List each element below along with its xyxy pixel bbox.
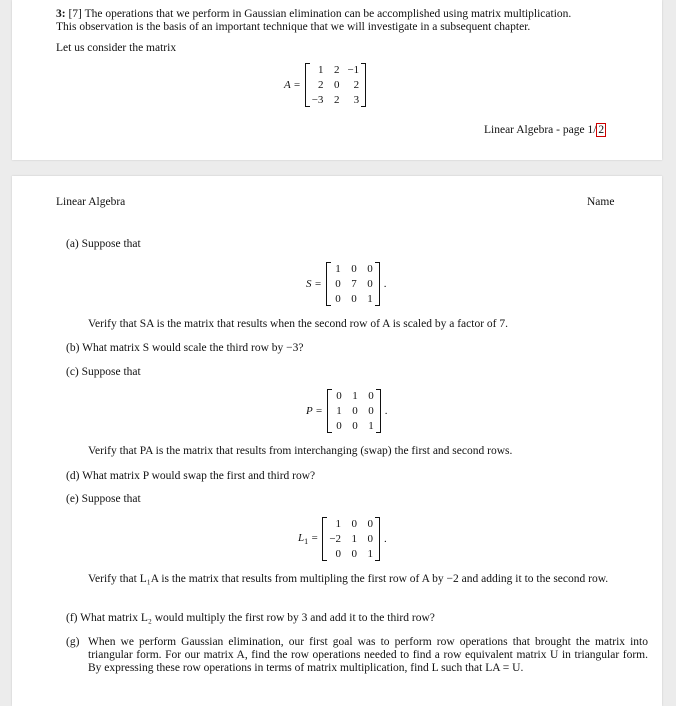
matrix-cell: 1 — [317, 64, 324, 76]
part-c-text: Suppose that — [81, 366, 141, 378]
part-e-verify: Verify that L₁A is the matrix that results from multipling the first row of A by −2 and adding it to the second row. — [88, 573, 609, 585]
intro-text-1: The operations that we perform in Gaussian elimination can be accomplished using matrix multiplication. — [84, 8, 572, 20]
matrix-s: S = 1 0 0 0 7 0 0 0 1 . — [306, 263, 387, 305]
matrix-a-label: A = — [284, 79, 301, 91]
matrix-cell: −1 — [347, 64, 360, 76]
intro-text-2: This observation is the basis of an important technique that we will investigate in a subsequent chapter. — [56, 21, 531, 33]
matrix-cell: 1 — [367, 548, 374, 560]
matrix-cell: 0 — [333, 79, 340, 91]
matrix-l1: $L_1$ = 1 0 0 −2 1 0 0 0 1 . — [298, 518, 387, 560]
matrix-cell: 0 — [335, 278, 341, 290]
matrix-l1-body — [322, 517, 380, 561]
page-1 — [12, 0, 662, 160]
matrix-cell: 2 — [333, 94, 340, 106]
matrix-cell: 0 — [336, 390, 342, 402]
matrix-cell: 1 — [335, 518, 342, 530]
matrix-cell: 0 — [351, 548, 358, 560]
matrix-cell: 0 — [351, 293, 357, 305]
matrix-s-label: S = — [306, 278, 322, 290]
matrix-s-body — [326, 262, 380, 306]
matrix-p-label: P = — [306, 405, 323, 417]
matrix-cell: 0 — [367, 278, 373, 290]
part-a-label: (a) — [66, 238, 79, 250]
matrix-cell: 0 — [335, 293, 341, 305]
part-e-label: (e) — [66, 493, 79, 505]
part-b-label: (b) — [66, 342, 80, 354]
header-course: Linear Algebra — [56, 196, 126, 208]
part-c-verify: Verify that PA is the matrix that results from interchanging (swap) the first and second rows. — [88, 445, 513, 457]
part-g-text: When we perform Gaussian elimination, our first goal was to perform row operations that brought the matrix into triangular form. For our matrix A, find the row operations needed to find a row equivalent matrix U in triangular form. By expressing these row operations in terms of matrix multiplication, find L such that LA = U. — [88, 636, 648, 674]
matrix-cell: 0 — [335, 548, 342, 560]
part-c-label: (c) — [66, 366, 79, 378]
page-footer — [484, 124, 606, 137]
part-a-text: Suppose that — [81, 238, 141, 250]
matrix-cell: −3 — [311, 94, 324, 106]
matrix-cell: 1 — [367, 293, 373, 305]
matrix-cell: −2 — [329, 533, 342, 545]
problem-number: 3: — [56, 8, 66, 20]
part-a — [66, 238, 141, 251]
consider-text: Let us consider the matrix — [56, 42, 177, 54]
part-g-label: (g) — [66, 636, 80, 648]
header-name: Name — [587, 196, 615, 208]
matrix-cell: 2 — [353, 79, 360, 91]
part-e — [66, 493, 141, 506]
problem-points: [7] — [68, 8, 82, 20]
matrix-cell: 1 — [336, 405, 342, 417]
matrix-cell: 7 — [351, 278, 357, 290]
matrix-a-body — [305, 63, 366, 107]
matrix-cell: 0 — [352, 405, 358, 417]
matrix-cell: 0 — [367, 263, 373, 275]
matrix-cell: 0 — [368, 390, 374, 402]
part-d — [66, 470, 315, 483]
part-c — [66, 366, 141, 379]
part-f-label: (f) — [66, 612, 78, 624]
problem-intro-line-1 — [56, 8, 571, 21]
part-b-text: What matrix S would scale the third row by −3? — [82, 342, 304, 354]
matrix-cell: 0 — [351, 518, 358, 530]
footer-page-total[interactable]: 2 — [598, 124, 605, 136]
part-b — [66, 342, 304, 355]
matrix-cell: 1 — [335, 263, 341, 275]
part-e-text: Suppose that — [81, 493, 141, 505]
matrix-cell: 1 — [352, 390, 358, 402]
matrix-cell: 0 — [367, 533, 374, 545]
part-f-text: What matrix L₂ would multiply the first row by 3 and add it to the third row? — [80, 612, 435, 624]
part-f — [66, 612, 435, 625]
matrix-cell: 2 — [333, 64, 340, 76]
matrix-p: P = 0 1 0 1 0 0 0 0 1 . — [306, 390, 388, 432]
part-a-verify: Verify that SA is the matrix that results when the second row of A is scaled by a factor of 7. — [88, 318, 508, 330]
footer-text: Linear Algebra - page 1/ — [484, 124, 597, 136]
matrix-cell: 2 — [317, 79, 324, 91]
matrix-l1-label: $L_1$ = — [298, 531, 319, 547]
part-d-label: (d) — [66, 470, 80, 482]
matrix-p-body — [327, 389, 381, 433]
matrix-cell: 0 — [336, 420, 342, 432]
part-d-text: What matrix P would swap the first and third row? — [82, 470, 316, 482]
matrix-cell: 0 — [368, 405, 374, 417]
matrix-a — [284, 63, 366, 107]
matrix-cell: 3 — [353, 94, 360, 106]
matrix-cell: 0 — [351, 263, 357, 275]
matrix-cell: 0 — [367, 518, 374, 530]
matrix-cell: 0 — [352, 420, 358, 432]
matrix-cell: 1 — [368, 420, 374, 432]
matrix-cell: 1 — [351, 533, 358, 545]
page-2 — [12, 176, 662, 706]
